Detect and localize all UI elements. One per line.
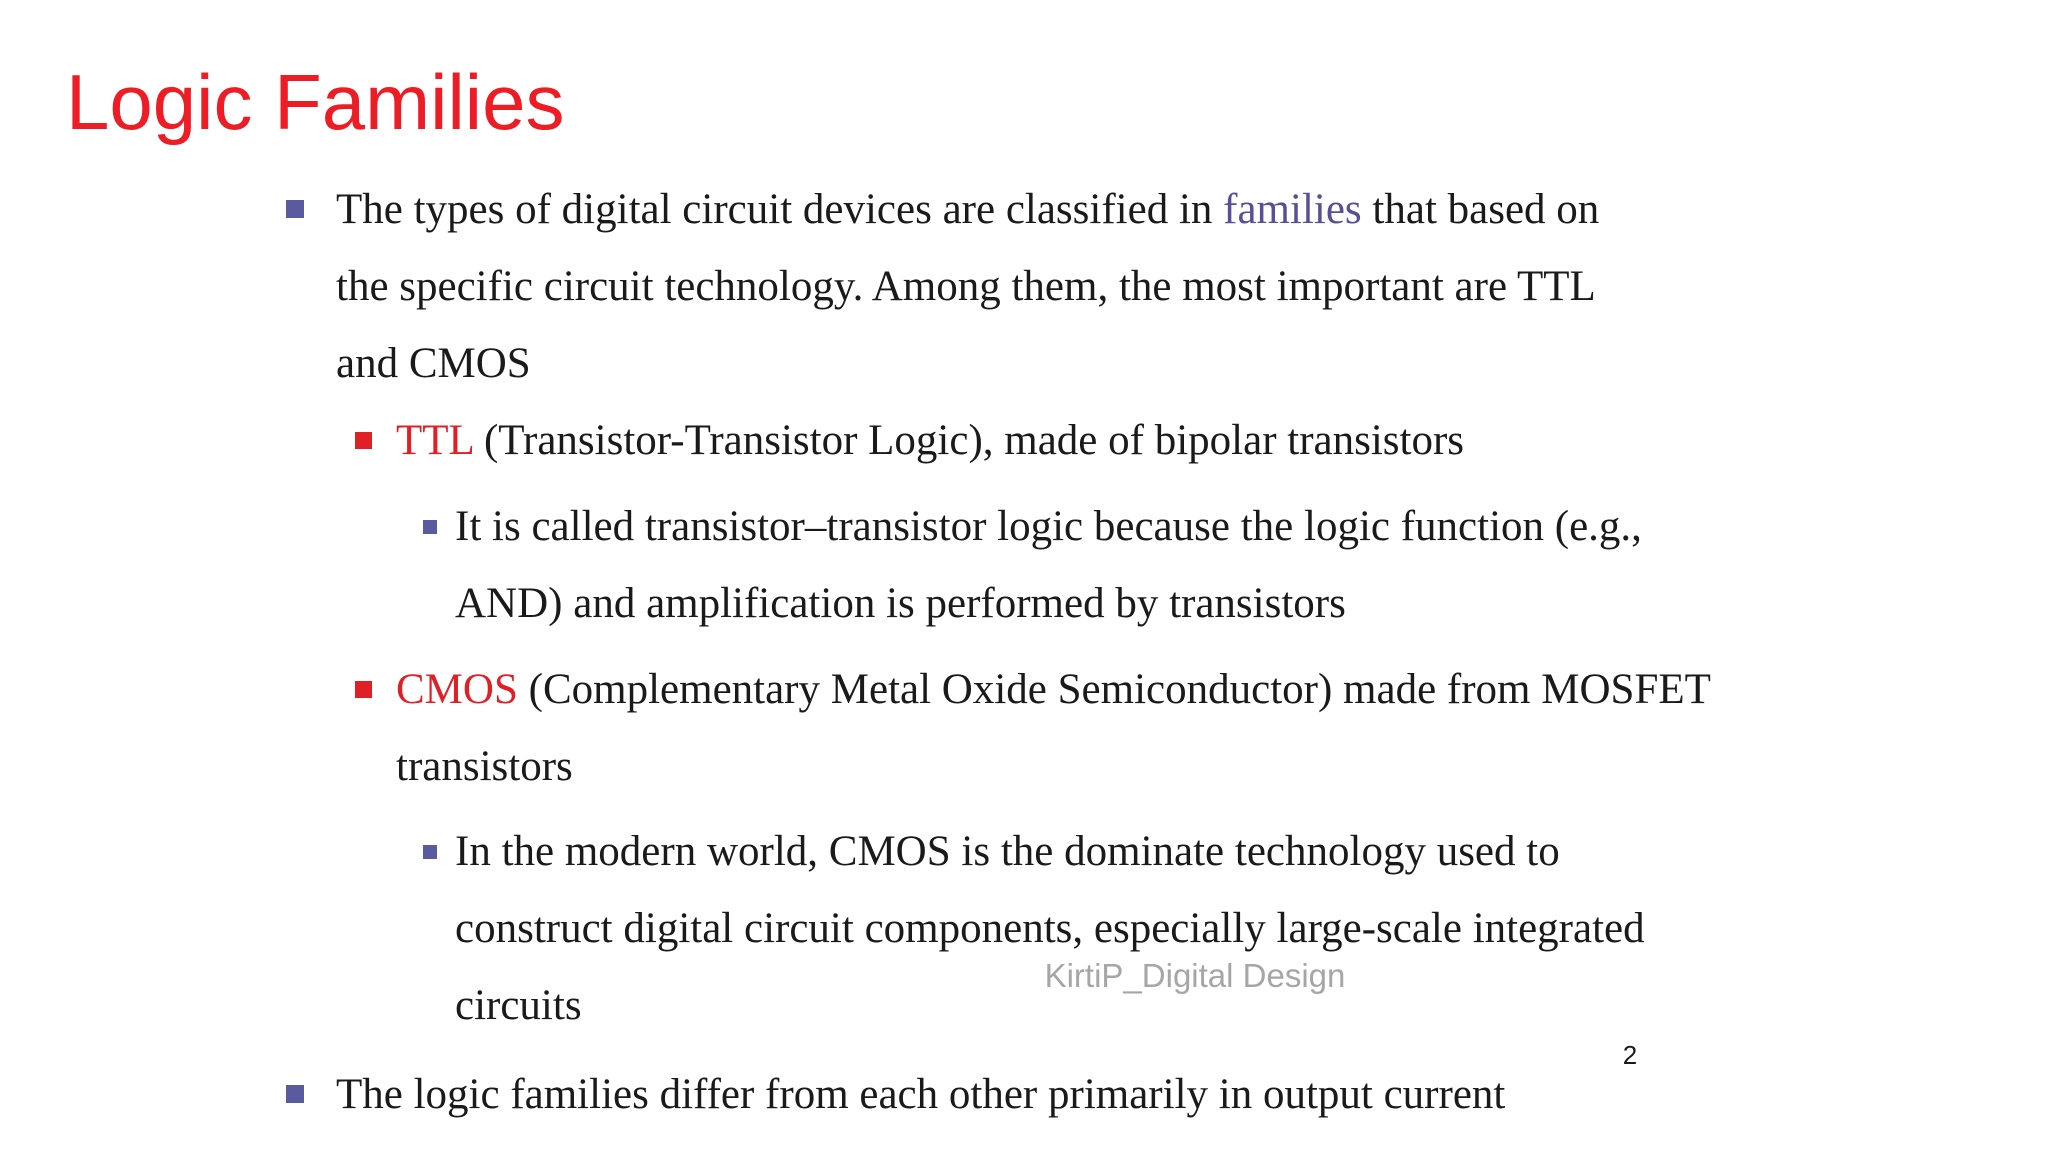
bullet2-line1: The logic families differ from each other primarily in output current — [336, 1071, 1506, 1118]
square-bullet-icon — [355, 681, 372, 698]
cmos-sub-line3: circuits — [455, 982, 582, 1029]
cmos-line — [396, 662, 1711, 718]
bullet1-text-post: that based on — [1361, 186, 1600, 233]
bullet1-line2: the specific circuit technology. Among them, the most important are TTL — [336, 263, 1596, 310]
page-number: 2 — [1622, 1040, 1638, 1070]
ttl-label: TTL — [396, 417, 474, 464]
footer-text: KirtiP_Digital Design — [1044, 957, 1346, 994]
bullet1-line3: and CMOS — [336, 340, 531, 387]
cmos-label: CMOS — [396, 666, 518, 713]
bullet1-line1 — [336, 182, 1599, 238]
ttl-sub-line1: It is called transistor–transistor logic because the logic function (e.g., — [455, 503, 1642, 550]
cmos-sub-line1: In the modern world, CMOS is the dominate technology used to — [455, 828, 1560, 875]
cmos-description: (Complementary Metal Oxide Semiconductor) made from MOSFET — [517, 666, 1711, 713]
square-bullet-icon — [423, 520, 437, 534]
cmos-line2: transistors — [396, 743, 573, 790]
cmos-sub-line2: construct digital circuit components, especially large-scale integrated — [455, 905, 1645, 952]
ttl-sub-line2: AND) and amplification is performed by transistors — [455, 580, 1346, 627]
ttl-line — [396, 413, 1464, 469]
families-highlight: families — [1223, 186, 1362, 233]
square-bullet-icon — [355, 432, 372, 449]
ttl-description: (Transistor-Transistor Logic), made of bipolar transistors — [473, 417, 1465, 464]
square-bullet-icon — [423, 845, 437, 859]
bullet1-text-pre: The types of digital circuit devices are classified in — [336, 186, 1224, 233]
slide-title: Logic Families — [66, 58, 565, 146]
square-bullet-icon — [286, 1085, 304, 1103]
square-bullet-icon — [286, 200, 304, 218]
